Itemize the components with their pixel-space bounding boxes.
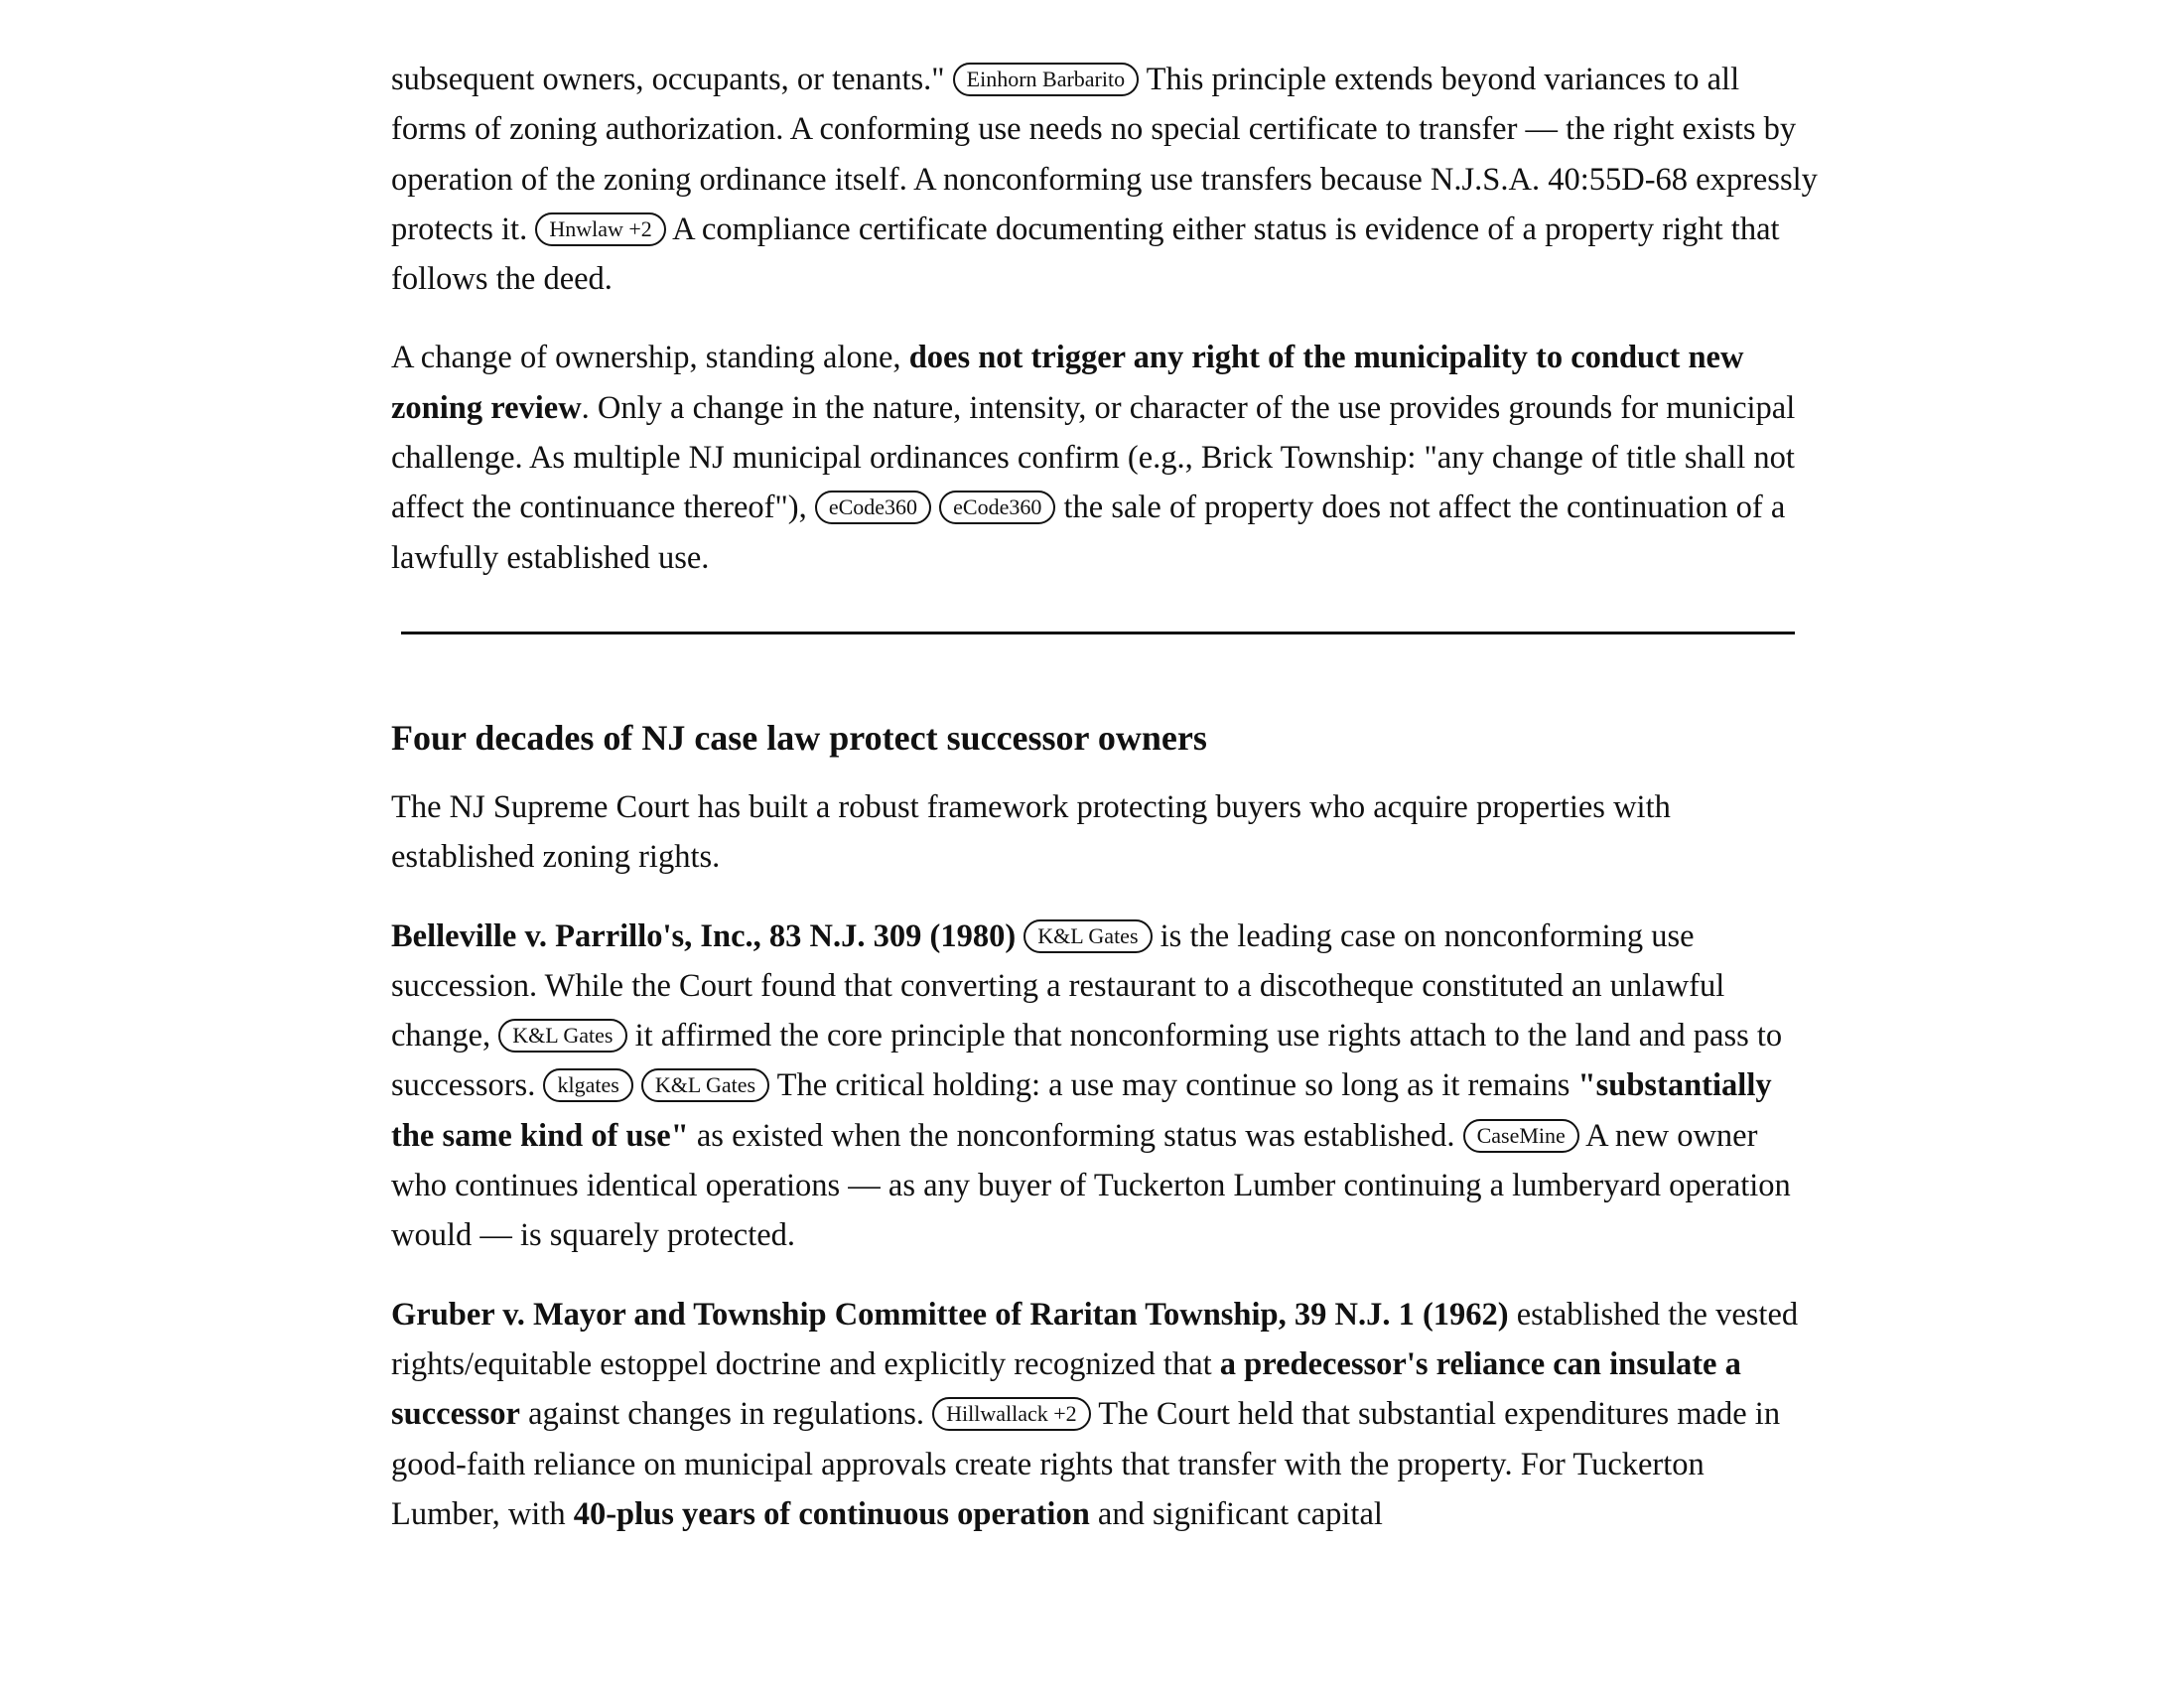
paragraph-transfer-principle (391, 55, 1821, 304)
citation-badge-hillwallack[interactable]: Hillwallack +2 (932, 1397, 1091, 1431)
text: against changes in regulations. (519, 1396, 933, 1433)
emphasis-text: does not trigger any right of the municipality to conduct new zoning review (391, 340, 1744, 426)
text: A new owner who continues identical operations — as any buyer of Tuckerton Lumber continuing a lumberyard operation would — is squarely protected. (391, 1117, 1791, 1254)
text: the sale of property does not affect the continuation of a lawfully established use. (391, 490, 1786, 576)
emphasis-text: "substantially the same kind of use" (391, 1067, 1772, 1154)
citation-badge-kl-gates[interactable]: K&L Gates (1024, 919, 1152, 953)
citation-badge-kl-gates[interactable]: K&L Gates (498, 1019, 626, 1053)
text: as existed when the nonconforming status was established. (688, 1117, 1463, 1154)
text: This principle extends beyond variances to all forms of zoning authorization. A conforming use needs no special certificate to transfer — the right exists by operation of the zoning ordinance itself. A nonconforming use transfers because N.J.S.A. 40:55D-68 expressly protects it. (391, 62, 1818, 247)
text: The critical holding: a use may continue so long as it remains (769, 1067, 1578, 1104)
citation-badge-kl-gates[interactable]: K&L Gates (641, 1068, 769, 1102)
citation-badge-klgates[interactable]: klgates (543, 1068, 632, 1102)
paragraph-change-of-ownership (391, 333, 1821, 582)
paragraph-belleville (391, 912, 1821, 1261)
document-body (391, 55, 1821, 612)
case-law-section (391, 713, 1821, 1568)
emphasis-text: 40-plus years of continuous operation (573, 1495, 1090, 1532)
text: subsequent owners, occupants, or tenants." (391, 62, 953, 97)
text: established the vested rights/equitable estoppel doctrine and explicitly recognized that (391, 1296, 1799, 1382)
emphasis-text: a predecessor's reliance can insulate a successor (391, 1345, 1741, 1433)
paragraph-gruber (391, 1290, 1821, 1539)
citation-badge-casemine[interactable]: CaseMine (1463, 1119, 1579, 1153)
text: A compliance certificate documenting either status is evidence of a property right that follows the deed. (391, 211, 1780, 298)
citation-badge-ecode360[interactable]: eCode360 (939, 491, 1055, 524)
paragraph-lead: The NJ Supreme Court has built a robust framework protecting buyers who acquire properties with established zoning rights. (391, 789, 1671, 876)
section-divider (401, 632, 1795, 634)
text: is the leading case on nonconforming use succession. While the Court found that converting a restaurant to a discotheque constituted an unlawful change, (391, 917, 1725, 1055)
text: and significant capital (1089, 1495, 1383, 1532)
case-citation: Gruber v. Mayor and Township Committee of Raritan Township, 39 N.J. 1 (1962) (391, 1296, 1509, 1333)
citation-badge-einhorn-barbarito[interactable]: Einhorn Barbarito (953, 63, 1139, 96)
text: it affirmed the core principle that nonconforming use rights attach to the land and pass to successors. (391, 1018, 1783, 1104)
citation-badge-hnwlaw[interactable]: Hnwlaw +2 (535, 212, 665, 246)
citation-badge-ecode360[interactable]: eCode360 (815, 491, 931, 524)
section-heading: Four decades of NJ case law protect successor owners (391, 718, 1207, 758)
case-citation: Belleville v. Parrillo's, Inc., 83 N.J. 309 (1980) (391, 917, 1017, 954)
text: The Court held that substantial expenditures made in good-faith reliance on municipal approvals create rights that transfer with the property. For Tuckerton Lumber, with (391, 1396, 1781, 1532)
text: A change of ownership, standing alone, (391, 340, 909, 376)
text: . Only a change in the nature, intensity, or character of the use provides grounds for municipal challenge. As multiple NJ municipal ordinances confirm (e.g., Brick Township: "any change of title shall not affect the continuance thereof"), (391, 389, 1796, 526)
